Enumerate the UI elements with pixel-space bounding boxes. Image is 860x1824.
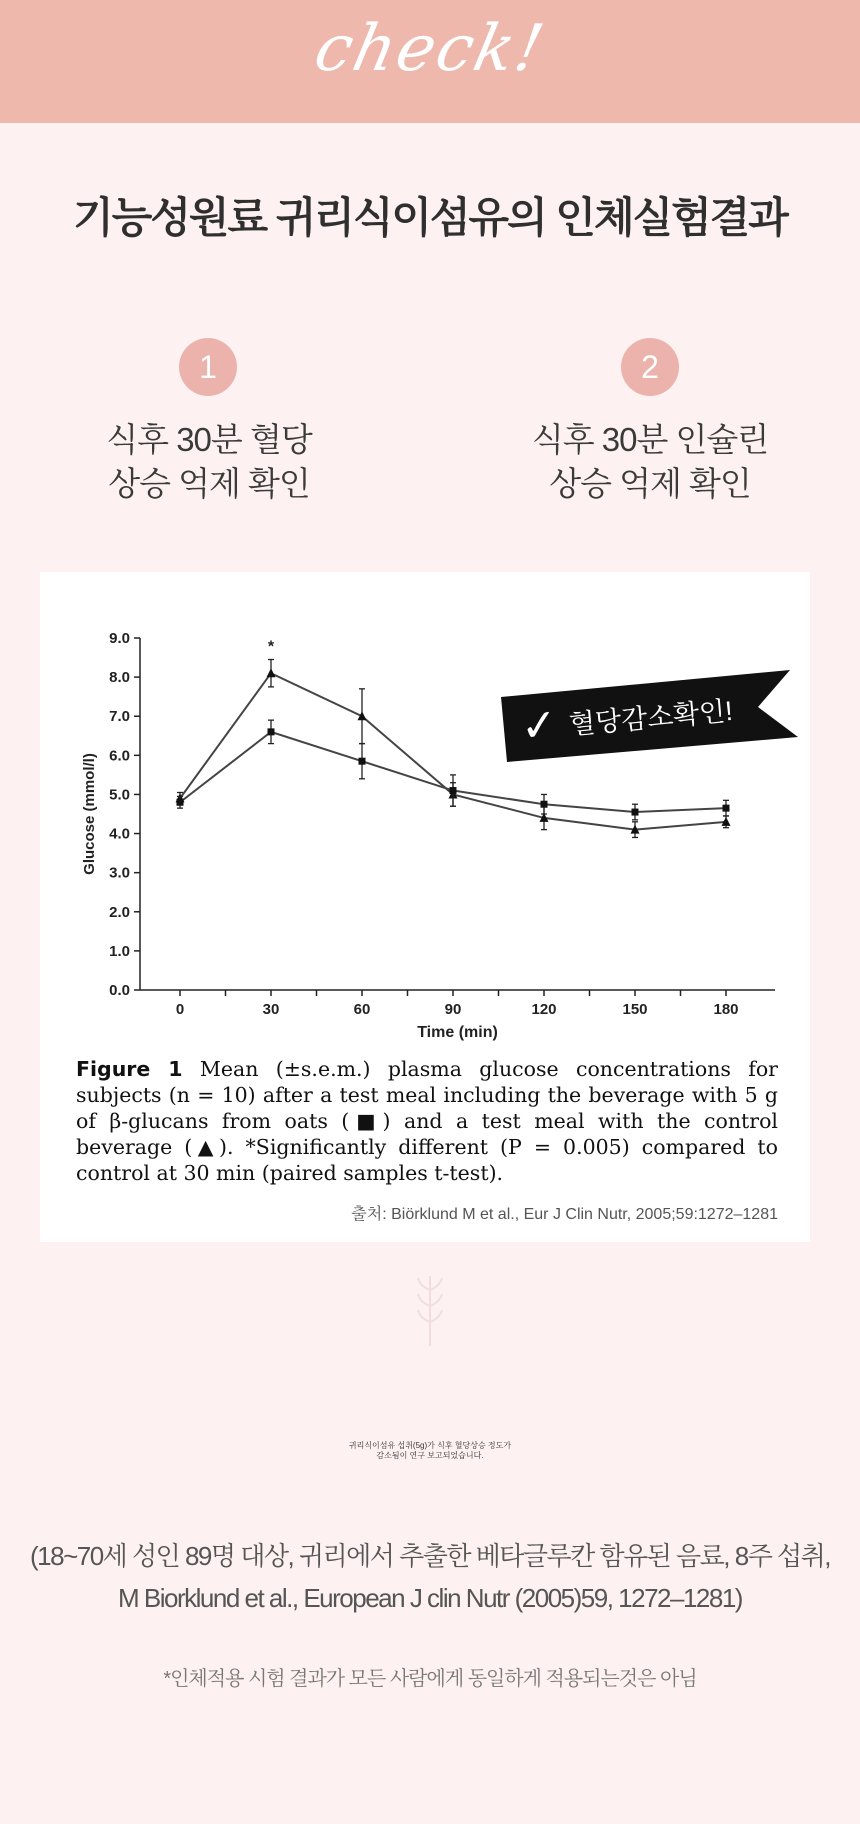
- data-point-square: [450, 787, 457, 794]
- step-caption-2-line2: 상승 억제 확인: [549, 465, 751, 502]
- step-caption-2-line1: 식후 30분 인슐린: [531, 421, 769, 458]
- x-tick-label: 120: [531, 1001, 557, 1018]
- data-point-square: [268, 728, 275, 735]
- study-reference: [0, 1535, 860, 1619]
- y-tick-label: 3.0: [109, 864, 130, 882]
- data-point-triangle: [267, 668, 276, 677]
- tiny-note-line1: 귀리식이섬유 섭취(5g)가 식후 혈당상승 정도가: [348, 1441, 512, 1450]
- x-tick-label: 90: [444, 1001, 462, 1018]
- x-tick-label: 180: [713, 1001, 739, 1018]
- tiny-note-line2: 감소됨이 연구 보고되었습니다.: [376, 1451, 484, 1460]
- y-tick-label: 2.0: [109, 903, 130, 921]
- header-banner: [0, 0, 860, 123]
- data-point-square: [177, 799, 184, 806]
- step-caption-2: [470, 418, 830, 506]
- step-badge-1: 1: [179, 338, 237, 396]
- page-title: 기능성원료 귀리식이섬유의 인체실험결과: [73, 194, 787, 241]
- check-mark-icon: ✓: [518, 698, 560, 753]
- data-point-square: [723, 805, 730, 812]
- y-tick-label: 5.0: [109, 786, 130, 804]
- figure-caption: [76, 1056, 778, 1186]
- significance-marker: *: [267, 638, 275, 656]
- y-tick-label: 1.0: [109, 942, 130, 960]
- y-tick-label: 0.0: [109, 982, 130, 999]
- y-tick-label: 8.0: [109, 669, 130, 687]
- step-badge-2: 2: [621, 338, 679, 396]
- result-banner: [501, 670, 798, 762]
- x-tick-label: 60: [353, 1001, 371, 1018]
- study-reference-line2: M Biorklund et al., European J clin Nutr (2005)59, 1272–1281): [118, 1583, 742, 1613]
- step-caption-1-line1: 식후 30분 혈당: [106, 421, 312, 458]
- tiny-note: [0, 1441, 860, 1461]
- wheat-icon: [412, 1270, 448, 1350]
- banner-text: 혈당감소확인!: [567, 695, 734, 740]
- figure-panel: [40, 572, 810, 1242]
- x-tick-label: 0: [175, 1001, 185, 1018]
- glucose-chart: [40, 572, 810, 1052]
- figure-caption-text: Mean (±s.e.m.) plasma glucose concentrations for subjects (n = 10) after a test meal including the beverage with 5 g of β-glucans from oats (■) and a test meal with the control beverage (▲). *Significantly different (P = 0.005) compared to control at 30 min (paired samples t-test).: [76, 1057, 778, 1185]
- step-caption-1-line2: 상승 억제 확인: [108, 465, 310, 502]
- x-tick-label: 30: [262, 1001, 280, 1018]
- figure-label: Figure 1: [76, 1057, 183, 1081]
- study-reference-line1: (18~70세 성인 89명 대상, 귀리에서 추출한 베타글루칸 함유된 음료, 8주 섭취,: [30, 1541, 830, 1571]
- y-tick-label: 9.0: [109, 630, 130, 647]
- data-point-square: [632, 809, 639, 816]
- source-citation: 출처: Biörklund M et al., Eur J Clin Nutr, 2005;59:1272–1281: [351, 1206, 778, 1223]
- data-point-square: [541, 801, 548, 808]
- y-axis-label: Glucose (mmol/l): [81, 753, 98, 875]
- step-caption-1: [29, 418, 389, 506]
- disclaimer-note: *인체적용 시험 결과가 모든 사람에게 동일하게 적용되는것은 아님: [163, 1668, 697, 1690]
- check-script-text: check!: [308, 12, 552, 86]
- data-point-square: [359, 758, 366, 765]
- y-tick-label: 6.0: [109, 747, 130, 765]
- y-tick-label: 7.0: [109, 708, 130, 726]
- x-tick-label: 150: [622, 1001, 648, 1018]
- x-axis-label: Time (min): [417, 1024, 498, 1041]
- y-tick-label: 4.0: [109, 825, 130, 843]
